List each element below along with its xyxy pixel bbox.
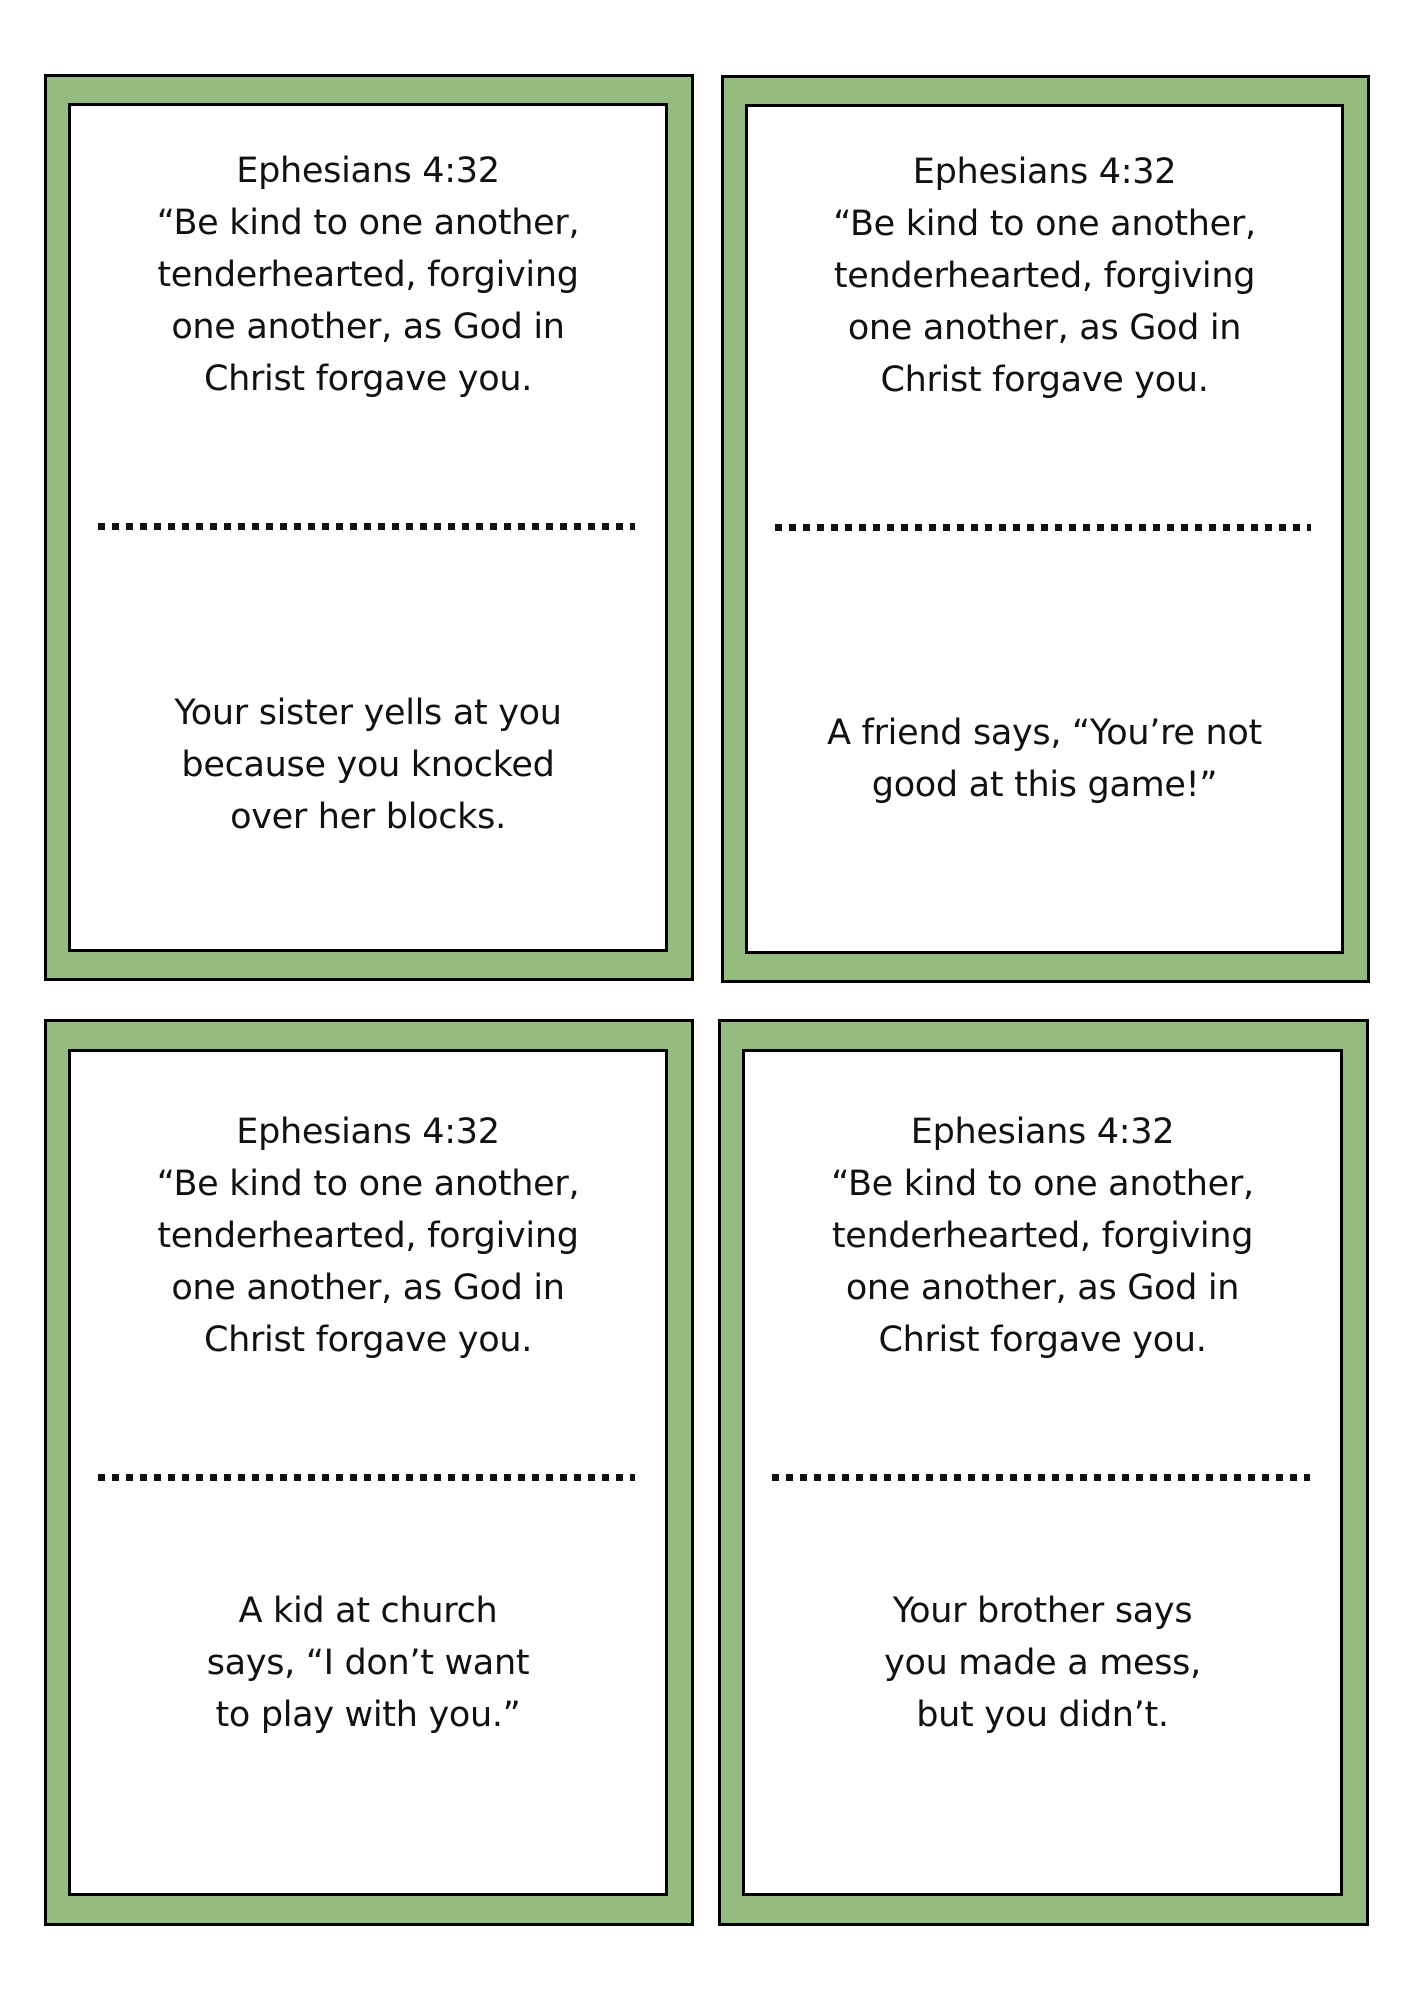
verse-line: Christ forgave you. [203,1320,533,1360]
verse-line: Christ forgave you. [878,1320,1207,1360]
verse-line: “Be kind to one another, [156,203,580,243]
verse-line: Christ forgave you. [880,360,1209,400]
prompt-line: A kid at church [238,1591,498,1631]
verse-line: one another, as God in [845,1268,1240,1308]
dotted-cut-line [775,524,1311,531]
card-content-area [742,1049,1343,1896]
verse-line: one another, as God in [171,1268,565,1308]
prompt-line: you made a mess, [884,1643,1201,1683]
scenario-prompt [71,1585,665,1741]
scenario-card [44,1019,694,1926]
dotted-cut-line [772,1474,1310,1481]
verse-reference: Ephesians 4:32 [912,152,1177,192]
verse-block [71,145,665,405]
verse-block [745,1106,1340,1366]
verse-block [748,146,1341,406]
scenario-prompt [71,687,665,843]
scenario-card [718,1019,1369,1926]
card-content-area [68,103,668,952]
prompt-line: A friend says, “You’re not [827,713,1262,753]
verse-reference: Ephesians 4:32 [236,151,500,191]
card-content-area [68,1049,668,1896]
verse-line: tenderhearted, forgiving [157,1216,579,1256]
prompt-line: but you didn’t. [916,1695,1169,1735]
prompt-line: over her blocks. [230,797,506,837]
prompt-line: Your brother says [892,1591,1193,1631]
verse-line: tenderhearted, forgiving [833,256,1256,296]
verse-line: tenderhearted, forgiving [157,255,579,295]
verse-line: one another, as God in [171,307,565,347]
verse-block [71,1106,665,1366]
prompt-line: says, “I don’t want [206,1643,530,1683]
scenario-card [44,74,694,981]
dotted-cut-line [98,1474,635,1481]
scenario-prompt [745,1585,1340,1741]
prompt-line: to play with you.” [215,1695,521,1735]
verse-reference: Ephesians 4:32 [910,1112,1175,1152]
prompt-line: good at this game!” [871,765,1218,805]
verse-line: Christ forgave you. [203,359,533,399]
verse-reference: Ephesians 4:32 [236,1112,500,1152]
verse-line: “Be kind to one another, [156,1164,580,1204]
verse-line: one another, as God in [847,308,1242,348]
verse-line: “Be kind to one another, [833,204,1256,244]
verse-line: “Be kind to one another, [831,1164,1254,1204]
prompt-line: Your sister yells at you [174,693,562,733]
dotted-cut-line [98,523,635,530]
card-content-area [745,104,1344,954]
prompt-line: because you knocked [181,745,555,785]
scenario-prompt [748,707,1341,811]
verse-line: tenderhearted, forgiving [831,1216,1254,1256]
scenario-card [721,75,1370,983]
